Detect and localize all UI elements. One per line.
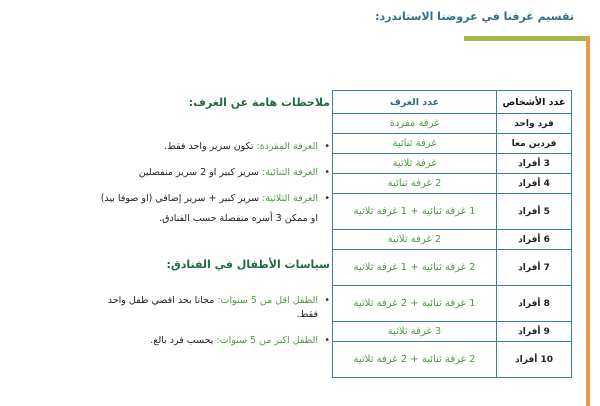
policy-key: الطفل اقل من 5 سنوات:	[217, 295, 318, 306]
persons-cell: 5 أفراد	[497, 194, 572, 230]
policy-item-under-5	[92, 294, 330, 322]
rooms-cell: 2 غرفة ثلاثية	[333, 230, 497, 250]
children-policy-section	[92, 258, 330, 271]
persons-cell: 3 أفراد	[497, 154, 572, 174]
table-row	[333, 194, 572, 230]
table-row	[333, 134, 572, 154]
table-header-row	[333, 91, 572, 114]
note-key: الغرفة الثلاثية:	[262, 193, 318, 204]
note-value: تكون سرير واحد فقط.	[164, 141, 257, 152]
room-notes-title: ملاحظات هامة عن الغرف:	[188, 96, 330, 109]
table-row	[333, 174, 572, 194]
rooms-cell: 1 غرفة ثنائية + 2 غرفة ثلاثية	[333, 286, 497, 322]
room-notes-list	[92, 140, 330, 206]
note-item-triple-room	[92, 192, 330, 206]
persons-cell: 9 أفراد	[497, 322, 572, 342]
persons-cell: 4 أفراد	[497, 174, 572, 194]
note-value: سرير كبير + سرير إضافي (او صوفا بيد)	[100, 193, 263, 204]
header-persons: عدد الأشخاص	[497, 91, 572, 114]
table-row	[333, 230, 572, 250]
table-row	[333, 114, 572, 134]
table-row	[333, 286, 572, 322]
policy-value: يحسب فرد بالغ.	[150, 335, 217, 346]
room-notes-section	[92, 96, 330, 109]
room-allocation-table	[332, 90, 572, 378]
room-notes-list-wrapper	[92, 140, 330, 218]
policy-item-over-5	[92, 334, 330, 348]
note-item-double-room	[92, 166, 330, 180]
note-item-single-room	[92, 140, 330, 154]
children-policy-title: سياسات الأطفال في الفنادق:	[166, 258, 330, 271]
children-policy-list-wrapper	[92, 294, 330, 360]
table-row	[333, 154, 572, 174]
note-key: الغرفة المفردة:	[256, 141, 318, 152]
persons-cell: 7 أفراد	[497, 250, 572, 286]
table-row	[333, 342, 572, 378]
rooms-cell: 2 غرفة ثنائية	[333, 174, 497, 194]
rooms-cell: 2 غرفة ثنائية + 1 غرفة ثلاثية	[333, 250, 497, 286]
persons-cell: 10 أفراد	[497, 342, 572, 378]
persons-cell: 6 أفراد	[497, 230, 572, 250]
rooms-cell: 2 غرفة ثنائية + 2 غرفة ثلاثية	[333, 342, 497, 378]
children-policy-list	[92, 294, 330, 348]
rooms-cell: 1 غرفة ثنائية + 1 غرفة ثلاثية	[333, 194, 497, 230]
page-title: تقسيم غرفنا في عروضنا الاستاندرد:	[375, 10, 574, 23]
persons-cell: فردين معا	[497, 134, 572, 154]
note-key: الغرفة الثنائية:	[262, 167, 318, 178]
accent-bar-green	[464, 36, 588, 41]
policy-key: الطفل اكبر من 5 سنوات:	[216, 335, 318, 346]
table-row	[333, 250, 572, 286]
rooms-cell: غرفة ثلاثية	[333, 154, 497, 174]
persons-cell: 8 أفراد	[497, 286, 572, 322]
triple-room-note-continuation: او ممكن 3 أسره منفصلة حسب الفنادق.	[159, 213, 318, 224]
note-value: سرير كبير او 2 سرير منفصلين	[138, 167, 263, 178]
rooms-cell: 3 غرفة ثلاثية	[333, 322, 497, 342]
table-row	[333, 322, 572, 342]
rooms-cell: غرفة مفردة	[333, 114, 497, 134]
header-rooms: عدد الغرف	[333, 91, 497, 114]
rooms-cell: غرفة ثنائية	[333, 134, 497, 154]
policy-value: مجانا بحد اقصي طفل واحد فقط.	[107, 295, 318, 320]
accent-bar-orange	[586, 36, 590, 406]
persons-cell: فرد واحد	[497, 114, 572, 134]
